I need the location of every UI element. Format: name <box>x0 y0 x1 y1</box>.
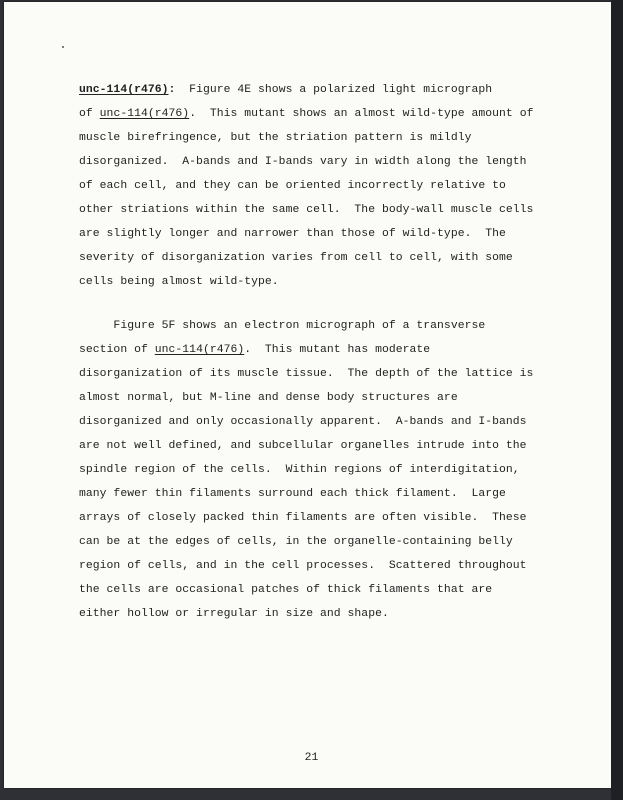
page-number: 21 <box>304 752 319 764</box>
paragraph-1-line-7: are slightly longer and narrower than those of wild-type. The <box>79 228 506 240</box>
line-text: section of <box>79 344 155 356</box>
paragraph-1-line-2 <box>79 108 533 120</box>
scan-edge <box>611 0 623 800</box>
paragraph-1-line-4: disorganized. A-bands and I-bands vary in width along the length <box>79 156 527 168</box>
strain-heading: unc-114(r476) <box>79 84 169 96</box>
paragraph-1-line-8: severity of disorganization varies from cell to cell, with some <box>79 252 513 264</box>
paragraph-2-line-11: region of cells, and in the cell processes. Scattered throughout <box>79 560 527 572</box>
paragraph-1-line-1 <box>79 84 492 96</box>
paragraph-2-line-7: spindle region of the cells. Within regions of interdigitation, <box>79 464 520 476</box>
paragraph-2-line-5: disorganized and only occasionally apparent. A-bands and I-bands <box>79 416 527 428</box>
paragraph-2-line-2 <box>79 344 430 356</box>
paragraph-2-line-9: arrays of closely packed thin filaments are often visible. These <box>79 512 527 524</box>
scan-speck <box>62 46 64 48</box>
paragraph-2-line-6: are not well defined, and subcellular organelles intrude into the <box>79 440 527 452</box>
line-text: of <box>79 108 100 120</box>
line-text: . This mutant has moderate <box>244 344 431 356</box>
line-text: Figure 4E shows a polarized light micrograph <box>175 84 493 96</box>
paragraph-2-line-8: many fewer thin filaments surround each thick filament. Large <box>79 488 506 500</box>
heading-colon: : <box>168 84 176 96</box>
strain-name: unc-114(r476) <box>99 108 190 120</box>
paragraph-2-line-4: almost normal, but M-line and dense body structures are <box>79 392 458 404</box>
paragraph-2-line-3: disorganization of its muscle tissue. The depth of the lattice is <box>79 368 534 380</box>
paragraph-1-line-9: cells being almost wild-type. <box>79 276 279 288</box>
paragraph-1-line-3: muscle birefringence, but the striation pattern is mildly <box>79 132 472 144</box>
line-text: . This mutant shows an almost wild-type amount of <box>189 108 534 120</box>
paragraph-1-line-6: other striations within the same cell. The body-wall muscle cells <box>79 204 534 216</box>
paragraph-2-line-1: Figure 5F shows an electron micrograph of a transverse <box>79 320 486 332</box>
strain-name: unc-114(r476) <box>154 344 245 356</box>
paragraph-2-line-10: can be at the edges of cells, in the organelle-containing belly <box>79 536 513 548</box>
paragraph-2-line-12: the cells are occasional patches of thick filaments that are <box>79 584 493 596</box>
paragraph-1-line-5: of each cell, and they can be oriented incorrectly relative to <box>79 180 506 192</box>
paragraph-2-line-13: either hollow or irregular in size and shape. <box>79 608 389 620</box>
